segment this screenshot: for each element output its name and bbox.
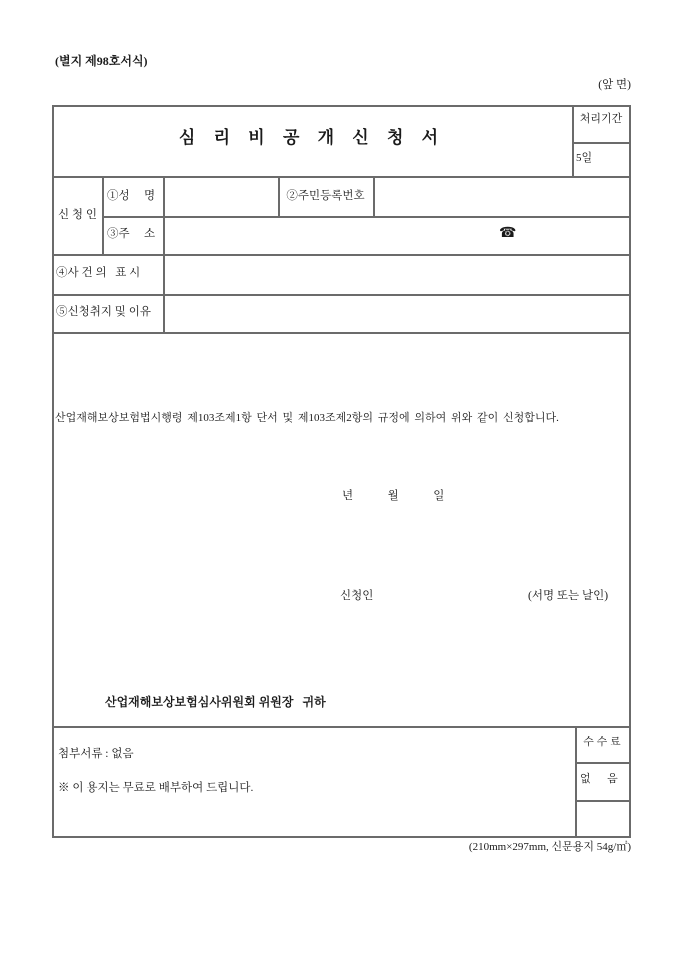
case-indication-label: ④사 건 의 표 시 xyxy=(56,267,141,279)
processing-period-label: 처리기간 xyxy=(579,113,623,125)
form-title: 심 리 비 공 개 신 청 서 xyxy=(178,128,446,147)
applicant-address-label: ③주 소 xyxy=(107,228,156,240)
purpose-reason-value-cell xyxy=(165,296,627,330)
applicant-name-value-cell xyxy=(165,178,276,214)
fee-label-divider xyxy=(575,762,631,764)
applicant-rrn-value-cell xyxy=(375,178,627,214)
free-distribution-note: ※ 이 용지는 무료로 배부하여 드립니다. xyxy=(58,782,254,794)
applicant-name-label: ①성 명 xyxy=(107,190,156,202)
phone-icon: ☎ xyxy=(499,226,517,241)
case-indication-value-cell xyxy=(165,256,627,292)
fee-value: 없 음 xyxy=(580,773,618,785)
statement-text: 산업재해보상보험법시행령 제103조제1항 단서 및 제103조제2항의 규정에 의하여 위와 같이 신청합니다. xyxy=(55,412,559,424)
page-side-label: (앞 면) xyxy=(598,79,631,91)
fee-value-divider xyxy=(575,800,631,802)
form-reference-label: (별지 제98호서식) xyxy=(55,54,148,68)
signature-note: (서명 또는 날인) xyxy=(528,590,609,602)
table-border-right xyxy=(629,105,631,838)
table-border-top xyxy=(52,105,631,107)
signer-label: 신청인 xyxy=(340,590,374,602)
paper-spec-note: (210mm×297mm, 신문용지 54g/㎡) xyxy=(468,841,631,853)
bottom-section-divider xyxy=(52,726,631,728)
applicant-rrn-label: ②주민등록번호 xyxy=(286,190,365,202)
date-line: 년 월 일 xyxy=(342,490,445,502)
applicant-address-value-cell xyxy=(165,218,495,252)
purpose-reason-label: ⑤신청취지 및 이유 xyxy=(56,306,152,318)
table-border-bottom xyxy=(52,836,631,838)
processing-period-value: 5일 xyxy=(576,152,593,164)
addressee-line: 산업재해보상보험심사위원회 위원장 귀하 xyxy=(105,695,326,709)
fee-label: 수 수 료 xyxy=(583,736,621,748)
attachments-note: 첨부서류 : 없음 xyxy=(58,748,134,760)
processing-period-divider xyxy=(572,142,631,144)
purpose-row-divider xyxy=(52,332,631,334)
applicant-section-label: 신 청 인 xyxy=(57,209,98,221)
